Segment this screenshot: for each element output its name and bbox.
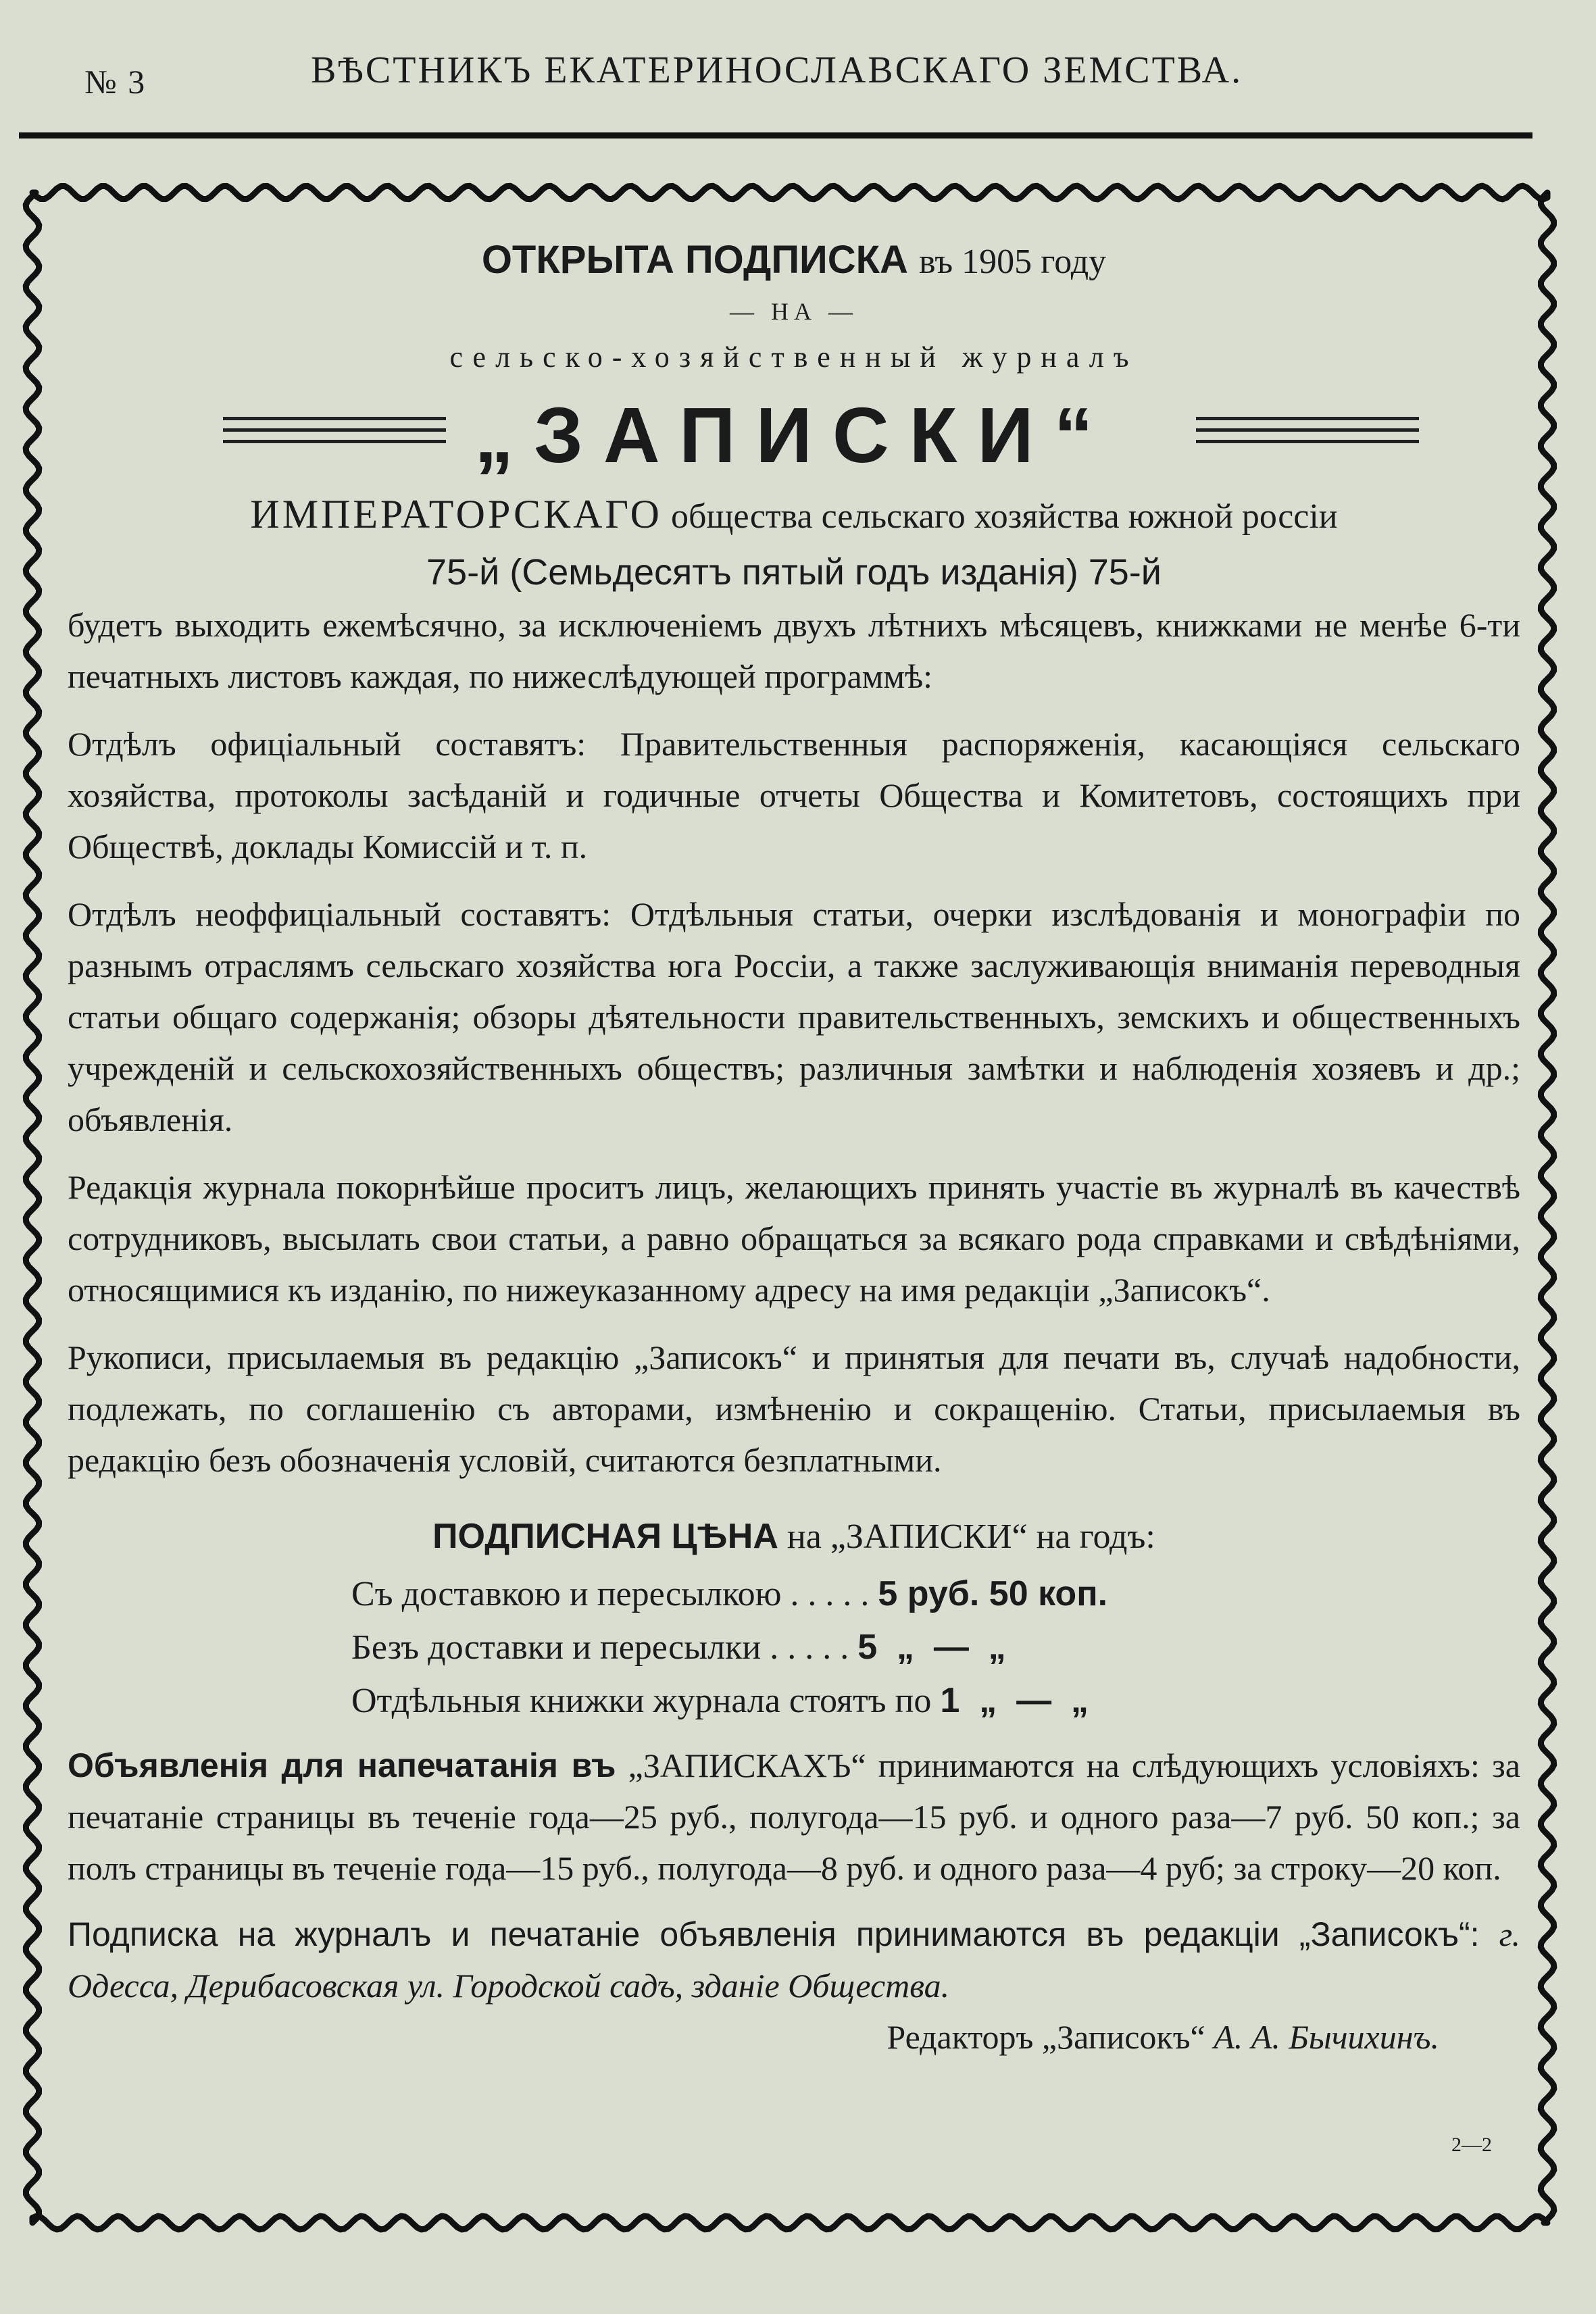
price-value: 1 „ — „ xyxy=(940,1681,1089,1720)
na-line: — НА — xyxy=(730,298,858,325)
manuscripts-paragraph: Рукописи, присылаемыя въ редакцію „Записокъ“ и принятыя для печати въ, случаѣ надобности, подлежать, по соглашенію съ авторами, измѣненію и сокращенію. Статьи, присылаемыя въ редакцію безъ обозначенія условій, считаются безплатными. xyxy=(68,1338,1520,1479)
subscribe-paragraph xyxy=(68,1909,1520,2011)
price-row xyxy=(351,1567,1520,1621)
subscribe-text: Подписка на журналъ и печатаніе объявленія принимаются въ редакціи „Записокъ“: xyxy=(68,1915,1480,1953)
price-table xyxy=(351,1567,1520,1728)
price-title-bold: ПОДПИСНАЯ ЦѢНА xyxy=(432,1517,778,1556)
journal-title: ВѢСТНИКЪ ЕКАТЕРИНОСЛАВСКАГО ЗЕМСТВА. xyxy=(311,49,1243,91)
price-label: Безъ доставки и пересылки . . . . . xyxy=(351,1628,849,1667)
opening-bold: ОТКРЫТА ПОДПИСКА xyxy=(481,238,908,282)
main-title: „ЗАПИСКИ“ xyxy=(474,391,1114,479)
price-value: 5 „ — „ xyxy=(857,1628,1006,1667)
opening-rest: въ 1905 году xyxy=(919,243,1107,281)
ads-rest: „ЗАПИСКАХЪ“ принимаются на слѣдующихъ условіяхъ: за печатаніе страницы въ теченіе года—25 руб., полугода—15 руб. и одного раза—7 руб. 50 коп.; за полъ страницы въ теченіе года—15 руб., полугода—8 руб. и одного раза—4 руб; за строку—20 коп. xyxy=(68,1746,1520,1887)
editor-line xyxy=(68,2011,1520,2063)
society-line xyxy=(68,486,1520,545)
main-title-row xyxy=(68,384,1520,486)
subscription-opening xyxy=(68,230,1520,293)
price-title xyxy=(68,1506,1520,1567)
price-value: 5 руб. 50 коп. xyxy=(878,1574,1108,1613)
journal-subtitle: сельско-хозяйственный журналъ xyxy=(449,341,1139,374)
subscribe-address: г. Одесса, Дерибасовская ул. Городской садъ, зданіе Общества. xyxy=(68,1915,1520,2005)
price-label: Отдѣльныя книжки журнала стоятъ по xyxy=(351,1682,932,1720)
issue-number: № 3 xyxy=(84,63,147,101)
society-name: общества сельскаго хозяйства южной россіи xyxy=(670,497,1338,536)
editor-name: А. А. Бычихинъ. xyxy=(1214,2018,1439,2056)
price-title-rest: на „ЗАПИСКИ“ на годъ: xyxy=(787,1517,1155,1556)
ads-paragraph xyxy=(68,1740,1520,1894)
right-ornament-lines xyxy=(1196,417,1419,451)
price-label: Съ доставкою и пересылкою . . . . . xyxy=(351,1575,870,1613)
unofficial-section-paragraph: Отдѣлъ неоффиціальный составятъ: Отдѣльныя статьи, очерки изслѣдованія и монографіи по разнымъ отраслямъ сельскаго хозяйства юга Россіи, а также заслуживающія вниманія переводныя статьи общаго содержанія; обзоры дѣятельности правительственныхъ, земскихъ и общественныхъ учрежденій и сельскохозяйственныхъ обществъ; различныя замѣтки и наблюденія хозяевъ и др.; объявленія. xyxy=(68,895,1520,1138)
price-row xyxy=(351,1621,1520,1674)
editor-label: Редакторъ „Записокъ“ xyxy=(887,2018,1205,2056)
issue-mark: 2—2 xyxy=(1451,2134,1492,2156)
editorial-request-paragraph: Редакція журнала покорнѣйше проситъ лицъ, желающихъ принять участіе въ журналѣ въ качествѣ сотрудниковъ, высылать свои статьи, а равно обращаться за всякаго рода справками и свѣдѣніями, относящимися къ изданію, по нижеуказанному адресу на имя редакціи „Записокъ“. xyxy=(68,1168,1520,1309)
price-row xyxy=(351,1674,1520,1728)
left-ornament-lines xyxy=(223,417,446,451)
intro-paragraph: будетъ выходить ежемѣсячно, за исключеніемъ двухъ лѣтнихъ мѣсяцевъ, книжками не менѣе 6-ти печатныхъ листовъ каждая, по нижеслѣдующей программѣ: xyxy=(68,606,1520,695)
imperial-word: ИМПЕРАТОРСКАГО xyxy=(250,492,662,536)
advertisement-body xyxy=(68,230,1520,2063)
official-section-paragraph: Отдѣлъ офиціальный составятъ: Правительственныя распоряженія, касающіяся сельскаго хозяйства, протоколы засѣданій и годичные отчеты Общества и Комитетовъ, состоящихъ при Обществѣ, доклады Комиссій и т. п. xyxy=(68,725,1520,865)
ads-bold: Объявленія для напечатанія въ xyxy=(68,1746,616,1784)
publication-year: 75-й (Семьдесятъ пятый годъ изданія) 75-й xyxy=(426,552,1162,593)
